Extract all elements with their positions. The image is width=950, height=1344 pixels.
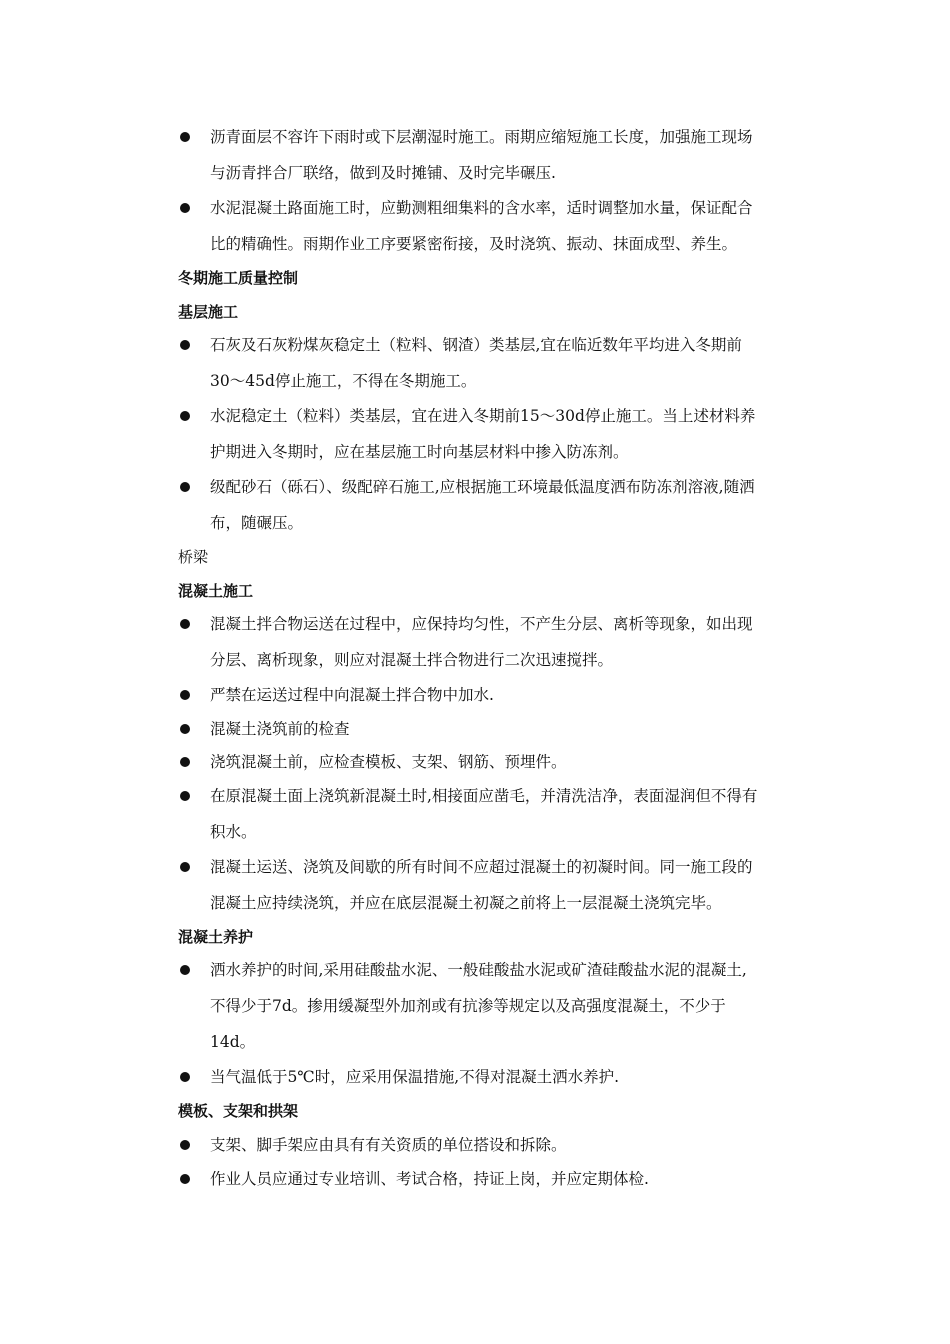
section-heading: 混凝土施工 bbox=[178, 582, 254, 600]
bullet-icon bbox=[180, 1174, 190, 1184]
bullet-text-line: 与沥青拌合厂联络，做到及时摊铺、及时完毕碾压. bbox=[210, 164, 556, 182]
bullet-icon bbox=[180, 791, 190, 801]
bullet-text-line: 分层、离析现象，则应对混凝土拌合物进行二次迅速搅拌。 bbox=[210, 651, 614, 669]
section-heading: 模板、支架和拱架 bbox=[178, 1102, 299, 1120]
bullet-icon bbox=[180, 724, 190, 734]
bullet-icon bbox=[180, 1072, 190, 1082]
section-heading: 基层施工 bbox=[178, 303, 239, 321]
bullet-text-line: 沥青面层不容许下雨时或下层潮湿时施工。雨期应缩短施工长度，加强施工现场 bbox=[210, 128, 753, 146]
bullet-text-line: 水泥稳定土（粒料）类基层，宜在进入冬期前15～30d停止施工。当上述材料养 bbox=[210, 407, 756, 425]
bullet-text-line: 水泥混凝土路面施工时，应勤测粗细集料的含水率，适时调整加水量，保证配合 bbox=[210, 199, 753, 217]
bullet-text-line: 30～45d停止施工，不得在冬期施工。 bbox=[210, 372, 477, 390]
bullet-text-line: 积水。 bbox=[210, 823, 257, 841]
bullet-text-line: 14d。 bbox=[210, 1033, 256, 1051]
section-heading: 混凝土养护 bbox=[178, 928, 254, 946]
bullet-icon bbox=[180, 690, 190, 700]
bullet-text-line: 浇筑混凝土前，应检查模板、支架、钢筋、预埋件。 bbox=[210, 753, 567, 771]
bullet-text-line: 支架、脚手架应由具有有关资质的单位搭设和拆除。 bbox=[210, 1136, 567, 1154]
section-heading: 冬期施工质量控制 bbox=[178, 269, 299, 287]
bullet-icon bbox=[180, 132, 190, 142]
bullet-icon bbox=[180, 482, 190, 492]
bullet-text-line: 当气温低于5℃时，应采用保温措施,不得对混凝土洒水养护. bbox=[210, 1068, 620, 1086]
bullet-text-line: 不得少于7d。掺用缓凝型外加剂或有抗渗等规定以及高强度混凝土，不少于 bbox=[210, 997, 726, 1015]
bullet-text-line: 严禁在运送过程中向混凝土拌合物中加水. bbox=[210, 686, 494, 704]
bullet-icon bbox=[180, 757, 190, 767]
bullet-text-line: 作业人员应通过专业培训、考试合格，持证上岗，并应定期体检. bbox=[210, 1170, 649, 1188]
bullet-text-line: 级配砂石（砾石）、级配碎石施工,应根据施工环境最低温度洒布防冻剂溶液,随洒 bbox=[210, 478, 755, 496]
bullet-text-line: 混凝土运送、浇筑及间歇的所有时间不应超过混凝土的初凝时间。同一施工段的 bbox=[210, 858, 753, 876]
bullet-text-line: 石灰及石灰粉煤灰稳定土（粒料、钢渣）类基层,宜在临近数年平均进入冬期前 bbox=[210, 336, 742, 354]
bullet-icon bbox=[180, 340, 190, 350]
bullet-text-line: 护期进入冬期时，应在基层施工时向基层材料中掺入防冻剂。 bbox=[210, 443, 629, 461]
bullet-text-line: 比的精确性。雨期作业工序要紧密衔接，及时浇筑、振动、抹面成型、养生。 bbox=[210, 235, 738, 253]
bullet-icon bbox=[180, 619, 190, 629]
bullet-text-line: 混凝土拌合物运送在过程中，应保持均匀性，不产生分层、离析等现象，如出现 bbox=[210, 615, 753, 633]
bullet-icon bbox=[180, 1140, 190, 1150]
bullet-text-line: 布，随碾压。 bbox=[210, 514, 304, 532]
bullet-icon bbox=[180, 862, 190, 872]
bullet-icon bbox=[180, 411, 190, 421]
bullet-icon bbox=[180, 203, 190, 213]
bullet-text-line: 混凝土浇筑前的检查 bbox=[210, 720, 350, 738]
section-label: 桥梁 bbox=[178, 548, 209, 566]
bullet-text-line: 混凝土应持续浇筑，并应在底层混凝土初凝之前将上一层混凝土浇筑完毕。 bbox=[210, 894, 722, 912]
bullet-text-line: 在原混凝土面上浇筑新混凝土时,相接面应凿毛，并清洗洁净，表面湿润但不得有 bbox=[210, 787, 758, 805]
bullet-icon bbox=[180, 965, 190, 975]
bullet-text-line: 洒水养护的时间,采用硅酸盐水泥、一般硅酸盐水泥或矿渣硅酸盐水泥的混凝土, bbox=[210, 961, 747, 979]
